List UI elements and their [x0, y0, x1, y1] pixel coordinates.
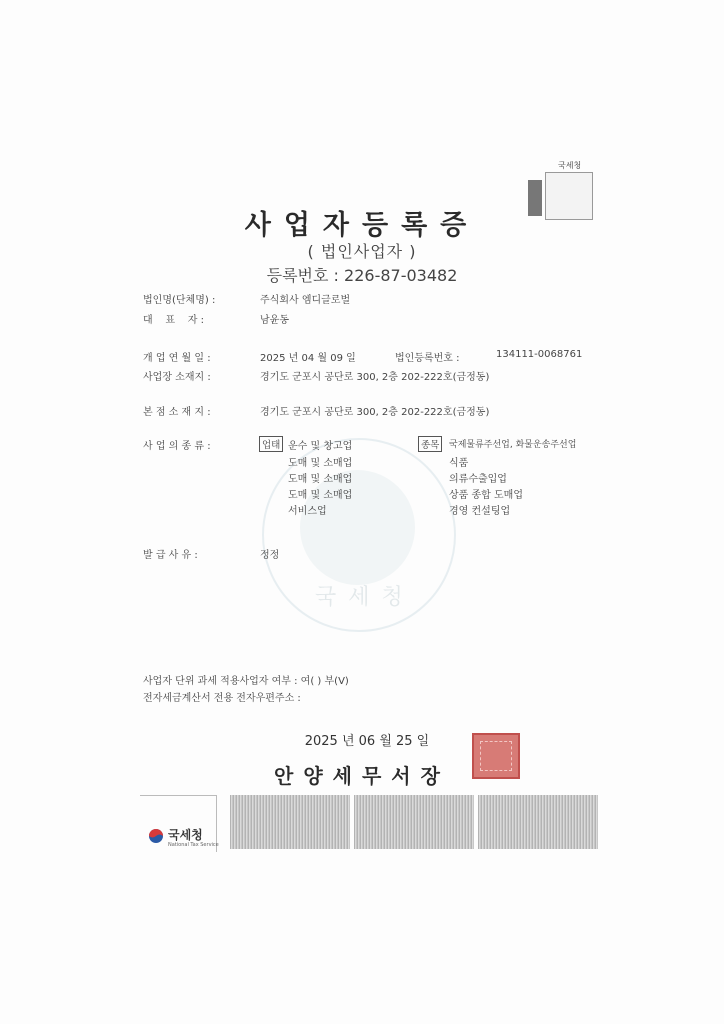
corp-reg-value: 134111-0068761 — [496, 349, 583, 360]
tax-office-name: 안양세무서장 — [274, 764, 450, 788]
issue-date: 2025 년 06 월 25 일 — [304, 734, 430, 749]
issue-reason-value: 정정 — [260, 550, 280, 561]
representative-label: 대 표 자 : — [143, 315, 204, 326]
issue-reason-label: 발 급 사 유 : — [143, 550, 198, 561]
watermark-text: 국세청 — [315, 585, 415, 610]
business-category-1: 도매 및 소매업 — [288, 458, 353, 469]
business-category-3: 도매 및 소매업 — [288, 490, 353, 501]
business-item-2: 의류수출입업 — [449, 474, 507, 485]
barcode-1 — [230, 795, 350, 849]
business-item-0: 국제물류주선업, 화물운송주선업 — [449, 440, 577, 450]
registration-label: 등록번호 : — [266, 266, 339, 285]
document-title: 사업자등록증 — [244, 210, 480, 241]
nts-logo-icon — [148, 828, 164, 844]
footer-logo-label: 국세청 — [168, 828, 203, 842]
business-item-label: 종목 — [418, 436, 442, 452]
business-category-0: 운수 및 창고업 — [288, 441, 353, 452]
business-category-label: 업태 — [259, 436, 283, 452]
business-item-1: 식품 — [449, 458, 469, 469]
corner-badge-label: 국세청 — [558, 161, 582, 170]
barcode-3 — [478, 795, 598, 849]
registration-value: 226-87-03482 — [344, 266, 458, 285]
opening-date-label: 개 업 연 월 일 : — [143, 353, 211, 364]
barcode-2 — [354, 795, 474, 849]
corp-reg-label: 법인등록번호 : — [395, 353, 460, 364]
document-subtitle: ( 법인사업자 ) — [307, 242, 417, 261]
official-seal-stamp — [472, 733, 520, 779]
company-name-label: 법인명(단체명) : — [143, 295, 216, 306]
business-item-3: 상품 종합 도매업 — [449, 490, 523, 501]
business-category-2: 도매 및 소매업 — [288, 474, 353, 485]
business-category-4: 서비스업 — [288, 506, 327, 517]
head-office-label: 본 점 소 재 지 : — [143, 407, 211, 418]
opening-date-value: 2025 년 04 월 09 일 — [260, 353, 356, 364]
head-office-value: 경기도 군포시 공단로 300, 2층 202-222호(금정동) — [260, 407, 490, 418]
email-line: 전자세금계산서 전용 전자우편주소 : — [143, 693, 301, 704]
business-address-label: 사업장 소재지 : — [143, 372, 211, 383]
business-item-4: 경영 컨설팅업 — [449, 506, 511, 517]
business-address-value: 경기도 군포시 공단로 300, 2층 202-222호(금정동) — [260, 372, 490, 383]
simplified-tax-line: 사업자 단위 과세 적용사업자 여부 : 여( ) 부(V) — [143, 676, 349, 687]
company-name-value: 주식회사 엠디글로벌 — [260, 295, 351, 306]
registration-number — [0, 263, 724, 286]
footer-logo-sub: National Tax Service — [168, 842, 219, 848]
business-type-label: 사 업 의 종 류 : — [143, 441, 211, 452]
representative-value: 남윤동 — [260, 315, 289, 326]
